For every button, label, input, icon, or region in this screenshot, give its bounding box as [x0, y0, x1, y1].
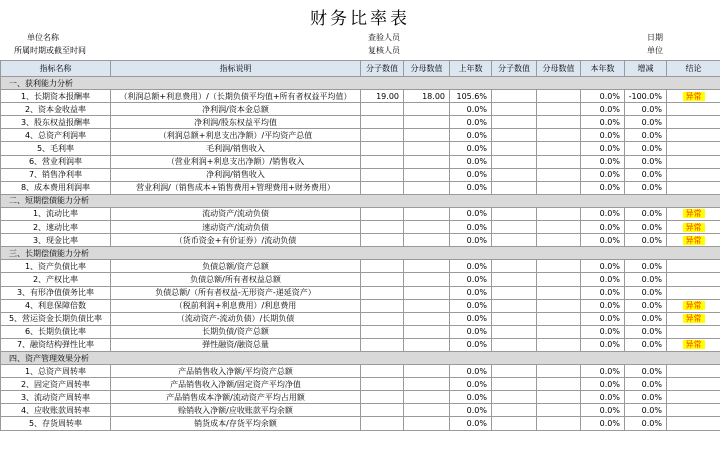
- prev-year-cell[interactable]: 0.0%: [450, 234, 492, 247]
- curr-year-cell[interactable]: 0.0%: [581, 116, 625, 129]
- conclusion-cell[interactable]: [667, 103, 720, 116]
- prev-year-cell[interactable]: 0.0%: [450, 181, 492, 194]
- change-cell[interactable]: 0.0%: [625, 116, 667, 129]
- indicator-formula-cell[interactable]: 净利润/资本金总额: [111, 103, 361, 116]
- prev-denominator-cell[interactable]: [404, 221, 450, 234]
- change-cell[interactable]: -100.0%: [625, 90, 667, 103]
- table-row: [1, 325, 720, 338]
- prev-denominator-cell[interactable]: [404, 129, 450, 142]
- curr-year-cell[interactable]: 0.0%: [581, 325, 625, 338]
- curr-denominator-cell[interactable]: [537, 404, 581, 417]
- indicator-name-cell[interactable]: 3、流动资产周转率: [1, 391, 111, 404]
- curr-numerator-cell[interactable]: [492, 90, 537, 103]
- column-header[interactable]: 指标名称: [1, 61, 111, 77]
- table-row: [1, 90, 720, 103]
- ratio-table: [0, 60, 720, 431]
- period-label: 所属时期或截至时间: [14, 46, 86, 55]
- curr-numerator-cell[interactable]: [492, 378, 537, 391]
- column-header[interactable]: 分母数值: [404, 61, 450, 77]
- curr-denominator-cell[interactable]: [537, 129, 581, 142]
- prev-numerator-cell[interactable]: [361, 404, 404, 417]
- indicator-formula-cell[interactable]: 赊销收入净额/应收账款平均余额: [111, 404, 361, 417]
- curr-denominator-cell[interactable]: [537, 417, 581, 430]
- change-cell[interactable]: 0.0%: [625, 273, 667, 286]
- prev-numerator-cell[interactable]: [361, 391, 404, 404]
- curr-year-cell[interactable]: 0.0%: [581, 221, 625, 234]
- curr-denominator-cell[interactable]: [537, 273, 581, 286]
- prev-year-cell[interactable]: 0.0%: [450, 299, 492, 312]
- indicator-formula-cell[interactable]: 负债总额/所有者权益总额: [111, 273, 361, 286]
- curr-year-cell[interactable]: 0.0%: [581, 260, 625, 273]
- prev-denominator-cell[interactable]: [404, 103, 450, 116]
- indicator-name-cell[interactable]: 6、长期负债比率: [1, 325, 111, 338]
- prev-numerator-cell[interactable]: [361, 221, 404, 234]
- change-cell[interactable]: 0.0%: [625, 299, 667, 312]
- curr-numerator-cell[interactable]: [492, 260, 537, 273]
- curr-numerator-cell[interactable]: [492, 103, 537, 116]
- table-row: [1, 103, 720, 116]
- prev-year-cell[interactable]: 0.0%: [450, 325, 492, 338]
- indicator-formula-cell[interactable]: 产品销售成本净额/流动资产平均占用额: [111, 391, 361, 404]
- section-row: [1, 194, 720, 207]
- change-cell[interactable]: 0.0%: [625, 312, 667, 325]
- page-title: 财务比率表: [310, 9, 410, 29]
- table-row: [1, 207, 720, 220]
- prev-year-cell[interactable]: 0.0%: [450, 142, 492, 155]
- curr-year-cell[interactable]: 0.0%: [581, 417, 625, 430]
- indicator-formula-cell[interactable]: 净利润/销售收入: [111, 168, 361, 181]
- prev-year-cell[interactable]: 105.6%: [450, 90, 492, 103]
- curr-denominator-cell[interactable]: [537, 338, 581, 351]
- conclusion-cell[interactable]: [667, 391, 720, 404]
- header-row: [1, 61, 720, 77]
- curr-denominator-cell[interactable]: [537, 142, 581, 155]
- curr-numerator-cell[interactable]: [492, 299, 537, 312]
- curr-numerator-cell[interactable]: [492, 417, 537, 430]
- indicator-name-cell[interactable]: 4、应收账款周转率: [1, 404, 111, 417]
- prev-year-cell[interactable]: 0.0%: [450, 207, 492, 220]
- prev-numerator-cell[interactable]: [361, 338, 404, 351]
- curr-denominator-cell[interactable]: [537, 181, 581, 194]
- curr-denominator-cell[interactable]: [537, 103, 581, 116]
- indicator-name-cell[interactable]: 4、总资产利润率: [1, 129, 111, 142]
- curr-denominator-cell[interactable]: [537, 286, 581, 299]
- table-row: [1, 312, 720, 325]
- abnormal-badge: 异常: [683, 236, 705, 245]
- indicator-name-cell[interactable]: 3、现金比率: [1, 234, 111, 247]
- curr-numerator-cell[interactable]: [492, 404, 537, 417]
- change-cell[interactable]: 0.0%: [625, 365, 667, 378]
- conclusion-cell[interactable]: [667, 417, 720, 430]
- prev-denominator-cell[interactable]: [404, 404, 450, 417]
- column-header[interactable]: 分子数值: [361, 61, 404, 77]
- prev-numerator-cell[interactable]: [361, 142, 404, 155]
- indicator-name-cell[interactable]: 3、股东权益报酬率: [1, 116, 111, 129]
- prev-year-cell[interactable]: 0.0%: [450, 103, 492, 116]
- curr-year-cell[interactable]: 0.0%: [581, 404, 625, 417]
- change-cell[interactable]: 0.0%: [625, 129, 667, 142]
- indicator-name-cell[interactable]: 1、流动比率: [1, 207, 111, 220]
- conclusion-cell[interactable]: [667, 116, 720, 129]
- prev-year-cell[interactable]: 0.0%: [450, 116, 492, 129]
- curr-year-cell[interactable]: 0.0%: [581, 391, 625, 404]
- conclusion-cell[interactable]: [667, 312, 720, 325]
- indicator-name-cell[interactable]: 4、利息保障倍数: [1, 299, 111, 312]
- change-cell[interactable]: 0.0%: [625, 207, 667, 220]
- curr-denominator-cell[interactable]: [537, 207, 581, 220]
- curr-numerator-cell[interactable]: [492, 325, 537, 338]
- prev-numerator-cell[interactable]: [361, 325, 404, 338]
- prev-denominator-cell[interactable]: [404, 181, 450, 194]
- prev-denominator-cell[interactable]: [404, 391, 450, 404]
- curr-denominator-cell[interactable]: [537, 365, 581, 378]
- conclusion-cell[interactable]: [667, 260, 720, 273]
- curr-numerator-cell[interactable]: [492, 286, 537, 299]
- change-cell[interactable]: 0.0%: [625, 338, 667, 351]
- curr-year-cell[interactable]: 0.0%: [581, 129, 625, 142]
- prev-denominator-cell[interactable]: [404, 168, 450, 181]
- change-cell[interactable]: 0.0%: [625, 404, 667, 417]
- prev-numerator-cell[interactable]: [361, 207, 404, 220]
- abnormal-badge: 异常: [683, 301, 705, 310]
- curr-denominator-cell[interactable]: [537, 378, 581, 391]
- prev-numerator-cell[interactable]: [361, 378, 404, 391]
- abnormal-badge: 异常: [683, 314, 705, 323]
- change-cell[interactable]: 0.0%: [625, 234, 667, 247]
- curr-denominator-cell[interactable]: [537, 234, 581, 247]
- curr-year-cell[interactable]: 0.0%: [581, 155, 625, 168]
- table-row: [1, 260, 720, 273]
- curr-denominator-cell[interactable]: [537, 325, 581, 338]
- indicator-formula-cell[interactable]: 弹性融资/融资总量: [111, 338, 361, 351]
- indicator-name-cell[interactable]: 7、销售净利率: [1, 168, 111, 181]
- indicator-formula-cell[interactable]: 负债总额/资产总额: [111, 260, 361, 273]
- curr-year-cell[interactable]: 0.0%: [581, 312, 625, 325]
- curr-year-cell[interactable]: 0.0%: [581, 90, 625, 103]
- curr-numerator-cell[interactable]: [492, 365, 537, 378]
- indicator-formula-cell[interactable]: 营业利润/（销售成本+销售费用+管理费用+财务费用）: [111, 181, 361, 194]
- prev-denominator-cell[interactable]: [404, 207, 450, 220]
- column-header[interactable]: 指标说明: [111, 61, 361, 77]
- conclusion-cell[interactable]: [667, 404, 720, 417]
- conclusion-cell[interactable]: [667, 90, 720, 103]
- indicator-formula-cell[interactable]: （利润总额+利息支出净额）/平均资产总值: [111, 129, 361, 142]
- indicator-formula-cell[interactable]: 负债总额/（所有者权益-无形资产-递延资产）: [111, 286, 361, 299]
- column-header[interactable]: 上年数: [450, 61, 492, 77]
- indicator-formula-cell[interactable]: （税前利润+利息费用）/利息费用: [111, 299, 361, 312]
- change-cell[interactable]: 0.0%: [625, 260, 667, 273]
- table-row: [1, 116, 720, 129]
- prev-denominator-cell[interactable]: [404, 116, 450, 129]
- table-row: [1, 338, 720, 351]
- curr-numerator-cell[interactable]: [492, 181, 537, 194]
- indicator-formula-cell[interactable]: 长期负债/资产总额: [111, 325, 361, 338]
- indicator-name-cell[interactable]: 2、产权比率: [1, 273, 111, 286]
- prev-numerator-cell[interactable]: [361, 168, 404, 181]
- curr-numerator-cell[interactable]: [492, 116, 537, 129]
- conclusion-cell[interactable]: [667, 142, 720, 155]
- table-row: [1, 142, 720, 155]
- prev-denominator-cell[interactable]: 18.00: [404, 90, 450, 103]
- prev-numerator-cell[interactable]: [361, 129, 404, 142]
- indicator-name-cell[interactable]: 6、营业利润率: [1, 155, 111, 168]
- conclusion-cell[interactable]: [667, 168, 720, 181]
- indicator-formula-cell[interactable]: 流动资产/流动负债: [111, 207, 361, 220]
- curr-denominator-cell[interactable]: [537, 260, 581, 273]
- prev-numerator-cell[interactable]: [361, 234, 404, 247]
- indicator-formula-cell[interactable]: 速动资产/流动负债: [111, 221, 361, 234]
- change-cell[interactable]: 0.0%: [625, 286, 667, 299]
- prev-numerator-cell[interactable]: [361, 417, 404, 430]
- table-row: [1, 129, 720, 142]
- table-row: [1, 378, 720, 391]
- prev-numerator-cell[interactable]: [361, 273, 404, 286]
- change-cell[interactable]: 0.0%: [625, 103, 667, 116]
- table-row: [1, 365, 720, 378]
- table-row: [1, 299, 720, 312]
- indicator-name-cell[interactable]: 5、存货周转率: [1, 417, 111, 430]
- curr-numerator-cell[interactable]: [492, 234, 537, 247]
- curr-denominator-cell[interactable]: [537, 299, 581, 312]
- curr-denominator-cell[interactable]: [537, 391, 581, 404]
- change-cell[interactable]: 0.0%: [625, 142, 667, 155]
- curr-year-cell[interactable]: 0.0%: [581, 338, 625, 351]
- indicator-formula-cell[interactable]: （流动资产-流动负债）/长期负债: [111, 312, 361, 325]
- change-cell[interactable]: 0.0%: [625, 391, 667, 404]
- abnormal-badge: 异常: [683, 209, 705, 218]
- section-title[interactable]: 一、获利能力分析: [1, 77, 720, 90]
- curr-year-cell[interactable]: 0.0%: [581, 181, 625, 194]
- indicator-name-cell[interactable]: 3、有形净值债务比率: [1, 286, 111, 299]
- prev-denominator-cell[interactable]: [404, 378, 450, 391]
- table-row: [1, 181, 720, 194]
- prev-year-cell[interactable]: 0.0%: [450, 391, 492, 404]
- abnormal-badge: 异常: [683, 92, 705, 101]
- indicator-formula-cell[interactable]: （利润总额+利息费用）/（长期负债平均值+所有者权益平均值）: [111, 90, 361, 103]
- conclusion-cell[interactable]: [667, 234, 720, 247]
- indicator-name-cell[interactable]: 2、固定资产周转率: [1, 378, 111, 391]
- prev-numerator-cell[interactable]: [361, 103, 404, 116]
- prev-denominator-cell[interactable]: [404, 234, 450, 247]
- conclusion-cell[interactable]: [667, 207, 720, 220]
- column-header[interactable]: 增减: [625, 61, 667, 77]
- curr-numerator-cell[interactable]: [492, 129, 537, 142]
- indicator-name-cell[interactable]: 7、融资结构弹性比率: [1, 338, 111, 351]
- prev-numerator-cell[interactable]: [361, 286, 404, 299]
- curr-numerator-cell[interactable]: [492, 338, 537, 351]
- curr-denominator-cell[interactable]: [537, 221, 581, 234]
- checker-label: 查验人员: [368, 33, 400, 42]
- prev-denominator-cell[interactable]: [404, 325, 450, 338]
- section-title[interactable]: 四、资产管理效果分析: [1, 351, 720, 364]
- curr-numerator-cell[interactable]: [492, 155, 537, 168]
- prev-denominator-cell[interactable]: [404, 417, 450, 430]
- curr-numerator-cell[interactable]: [492, 391, 537, 404]
- table-row: [1, 286, 720, 299]
- curr-year-cell[interactable]: 0.0%: [581, 142, 625, 155]
- prev-denominator-cell[interactable]: [404, 312, 450, 325]
- curr-denominator-cell[interactable]: [537, 155, 581, 168]
- conclusion-cell[interactable]: [667, 221, 720, 234]
- reviewer-label: 复核人员: [368, 46, 400, 55]
- conclusion-cell[interactable]: [667, 286, 720, 299]
- curr-year-cell[interactable]: 0.0%: [581, 365, 625, 378]
- indicator-formula-cell[interactable]: 产品销售收入净额/平均资产总额: [111, 365, 361, 378]
- table-row: [1, 155, 720, 168]
- curr-numerator-cell[interactable]: [492, 221, 537, 234]
- curr-numerator-cell[interactable]: [492, 207, 537, 220]
- prev-year-cell[interactable]: 0.0%: [450, 378, 492, 391]
- prev-denominator-cell[interactable]: [404, 260, 450, 273]
- section-title[interactable]: 三、长期偿债能力分析: [1, 247, 720, 260]
- curr-numerator-cell[interactable]: [492, 312, 537, 325]
- curr-denominator-cell[interactable]: [537, 90, 581, 103]
- abnormal-badge: 异常: [683, 223, 705, 232]
- curr-denominator-cell[interactable]: [537, 168, 581, 181]
- indicator-name-cell[interactable]: 1、长期资本报酬率: [1, 90, 111, 103]
- conclusion-cell[interactable]: [667, 365, 720, 378]
- conclusion-cell[interactable]: [667, 129, 720, 142]
- column-header[interactable]: 分母数值: [537, 61, 581, 77]
- prev-numerator-cell[interactable]: [361, 155, 404, 168]
- column-header[interactable]: 分子数值: [492, 61, 537, 77]
- indicator-name-cell[interactable]: 1、总资产周转率: [1, 365, 111, 378]
- section-row: [1, 77, 720, 90]
- prev-denominator-cell[interactable]: [404, 286, 450, 299]
- table-body: [1, 77, 720, 431]
- curr-year-cell[interactable]: 0.0%: [581, 207, 625, 220]
- change-cell[interactable]: 0.0%: [625, 417, 667, 430]
- prev-numerator-cell[interactable]: [361, 299, 404, 312]
- prev-year-cell[interactable]: 0.0%: [450, 286, 492, 299]
- change-cell[interactable]: 0.0%: [625, 155, 667, 168]
- prev-year-cell[interactable]: 0.0%: [450, 260, 492, 273]
- indicator-name-cell[interactable]: 2、资本金收益率: [1, 103, 111, 116]
- conclusion-cell[interactable]: [667, 338, 720, 351]
- curr-year-cell[interactable]: 0.0%: [581, 286, 625, 299]
- curr-year-cell[interactable]: 0.0%: [581, 378, 625, 391]
- column-header[interactable]: 本年数: [581, 61, 625, 77]
- prev-year-cell[interactable]: 0.0%: [450, 404, 492, 417]
- conclusion-cell[interactable]: [667, 325, 720, 338]
- indicator-formula-cell[interactable]: 销货成本/存货平均余额: [111, 417, 361, 430]
- indicator-name-cell[interactable]: 1、资产负债比率: [1, 260, 111, 273]
- change-cell[interactable]: 0.0%: [625, 181, 667, 194]
- prev-year-cell[interactable]: 0.0%: [450, 155, 492, 168]
- table-row: [1, 404, 720, 417]
- prev-denominator-cell[interactable]: [404, 155, 450, 168]
- indicator-formula-cell[interactable]: 毛利润/销售收入: [111, 142, 361, 155]
- conclusion-cell[interactable]: [667, 181, 720, 194]
- change-cell[interactable]: 0.0%: [625, 221, 667, 234]
- conclusion-cell[interactable]: [667, 299, 720, 312]
- curr-denominator-cell[interactable]: [537, 116, 581, 129]
- table-row: [1, 234, 720, 247]
- prev-denominator-cell[interactable]: [404, 142, 450, 155]
- prev-denominator-cell[interactable]: [404, 273, 450, 286]
- conclusion-cell[interactable]: [667, 378, 720, 391]
- indicator-formula-cell[interactable]: 净利润/股东权益平均值: [111, 116, 361, 129]
- abnormal-badge: 异常: [683, 340, 705, 349]
- indicator-name-cell[interactable]: 2、速动比率: [1, 221, 111, 234]
- prev-year-cell[interactable]: 0.0%: [450, 365, 492, 378]
- prev-year-cell[interactable]: 0.0%: [450, 221, 492, 234]
- table-row: [1, 221, 720, 234]
- table-row: [1, 273, 720, 286]
- prev-year-cell[interactable]: 0.0%: [450, 273, 492, 286]
- curr-denominator-cell[interactable]: [537, 312, 581, 325]
- prev-denominator-cell[interactable]: [404, 365, 450, 378]
- prev-denominator-cell[interactable]: [404, 299, 450, 312]
- curr-year-cell[interactable]: 0.0%: [581, 299, 625, 312]
- indicator-name-cell[interactable]: 5、毛利率: [1, 142, 111, 155]
- curr-year-cell[interactable]: 0.0%: [581, 234, 625, 247]
- prev-denominator-cell[interactable]: [404, 338, 450, 351]
- change-cell[interactable]: 0.0%: [625, 378, 667, 391]
- indicator-formula-cell[interactable]: （货币资金+有价证券）/流动负债: [111, 234, 361, 247]
- table-row: [1, 391, 720, 404]
- prev-numerator-cell[interactable]: [361, 181, 404, 194]
- section-row: [1, 351, 720, 364]
- prev-year-cell[interactable]: 0.0%: [450, 168, 492, 181]
- prev-year-cell[interactable]: 0.0%: [450, 129, 492, 142]
- conclusion-cell[interactable]: [667, 273, 720, 286]
- indicator-formula-cell[interactable]: （营业利润+利息支出净额）/销售收入: [111, 155, 361, 168]
- prev-numerator-cell[interactable]: [361, 365, 404, 378]
- table-row: [1, 168, 720, 181]
- unit-label: 单位: [647, 46, 663, 55]
- table-row: [1, 417, 720, 430]
- column-header[interactable]: 结论: [667, 61, 720, 77]
- prev-year-cell[interactable]: 0.0%: [450, 338, 492, 351]
- prev-numerator-cell[interactable]: [361, 260, 404, 273]
- prev-year-cell[interactable]: 0.0%: [450, 312, 492, 325]
- curr-numerator-cell[interactable]: [492, 168, 537, 181]
- section-title[interactable]: 二、短期偿债能力分析: [1, 194, 720, 207]
- curr-year-cell[interactable]: 0.0%: [581, 103, 625, 116]
- indicator-name-cell[interactable]: 8、成本费用利润率: [1, 181, 111, 194]
- indicator-formula-cell[interactable]: 产品销售收入净额/固定资产平均净值: [111, 378, 361, 391]
- change-cell[interactable]: 0.0%: [625, 325, 667, 338]
- prev-numerator-cell[interactable]: 19.00: [361, 90, 404, 103]
- prev-year-cell[interactable]: 0.0%: [450, 417, 492, 430]
- curr-numerator-cell[interactable]: [492, 142, 537, 155]
- prev-numerator-cell[interactable]: [361, 116, 404, 129]
- curr-year-cell[interactable]: 0.0%: [581, 168, 625, 181]
- change-cell[interactable]: 0.0%: [625, 168, 667, 181]
- conclusion-cell[interactable]: [667, 155, 720, 168]
- curr-numerator-cell[interactable]: [492, 273, 537, 286]
- prev-numerator-cell[interactable]: [361, 312, 404, 325]
- section-row: [1, 247, 720, 260]
- curr-year-cell[interactable]: 0.0%: [581, 273, 625, 286]
- date-label: 日期: [647, 33, 663, 42]
- indicator-name-cell[interactable]: 5、营运资金长期负债比率: [1, 312, 111, 325]
- unit-name-label: 单位名称: [27, 33, 59, 42]
